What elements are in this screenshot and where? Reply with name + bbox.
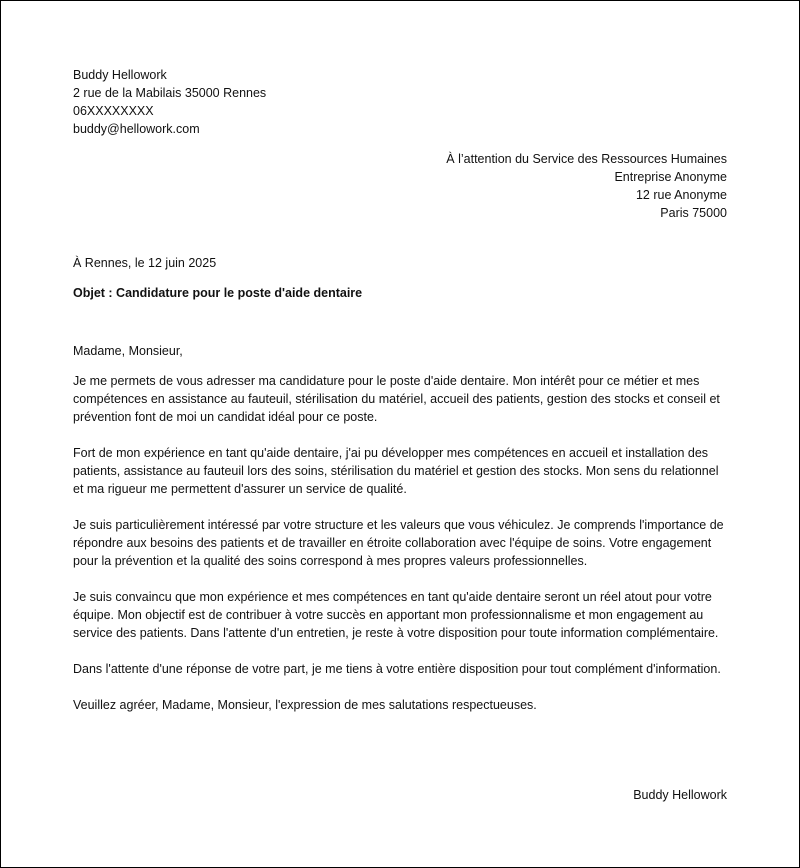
recipient-company: Entreprise Anonyme bbox=[614, 170, 727, 184]
letter-body bbox=[73, 372, 729, 732]
recipient-street: 12 rue Anonyme bbox=[635, 188, 727, 202]
recipient-block bbox=[446, 150, 727, 222]
paragraph-value: Je suis convaincu que mon expérience et mes compétences en tant qu'aide dentaire seront un réel atout pour votre équipe. Mon objectif est de contribuer à votre succès en apportant mon professionnalisme et mon engagement au service des patients. Dans l'attente d'un entretien, je reste à votre disposition pour toute information complémentaire. bbox=[73, 590, 719, 640]
subject-line: Objet : Candidature pour le poste d'aide dentaire bbox=[73, 286, 363, 300]
recipient-attention: À l’attention du Service des Ressources Humaines bbox=[446, 152, 727, 166]
sender-email: buddy@hellowork.com bbox=[73, 122, 200, 136]
sender-block bbox=[73, 66, 266, 138]
sender-phone: 06XXXXXXXX bbox=[73, 104, 154, 118]
paragraph-motivation: Je suis particulièrement intéressé par votre structure et les valeurs que vous véhiculez. Je comprends l'importance de répondre aux besoins des patients et de travailler en étroite collaboration avec l'équipe de soins. Votre engagement pour la prévention et la qualité des soins correspond à mes propres valeurs professionnelles. bbox=[73, 518, 724, 568]
salutation: Madame, Monsieur, bbox=[73, 344, 183, 358]
signature: Buddy Hellowork bbox=[633, 788, 727, 802]
paragraph-closing: Dans l'attente d'une réponse de votre part, je me tiens à votre entière disposition pour tout complément d'information. bbox=[73, 662, 721, 676]
paragraph-politeness: Veuillez agréer, Madame, Monsieur, l'expression de mes salutations respectueuses. bbox=[73, 698, 537, 712]
date-line: À Rennes, le 12 juin 2025 bbox=[73, 256, 217, 270]
sender-name: Buddy Hellowork bbox=[73, 68, 167, 82]
paragraph-intro: Je me permets de vous adresser ma candidature pour le poste d'aide dentaire. Mon intérêt pour ce métier et mes compétences en assistance au fauteuil, stérilisation du matériel, accueil des patients, gestion des stocks et conseil et prévention font de moi un candidat idéal pour ce poste. bbox=[73, 374, 720, 424]
recipient-city: Paris 75000 bbox=[660, 206, 727, 220]
sender-address: 2 rue de la Mabilais 35000 Rennes bbox=[73, 86, 267, 100]
paragraph-experience: Fort de mon expérience en tant qu'aide dentaire, j'ai pu développer mes compétences en accueil et installation des patients, assistance au fauteuil lors des soins, stérilisation du matériel et gestion des stocks. Mon sens du relationnel et ma rigueur me permettent d'assurer un service de qualité. bbox=[73, 446, 719, 496]
